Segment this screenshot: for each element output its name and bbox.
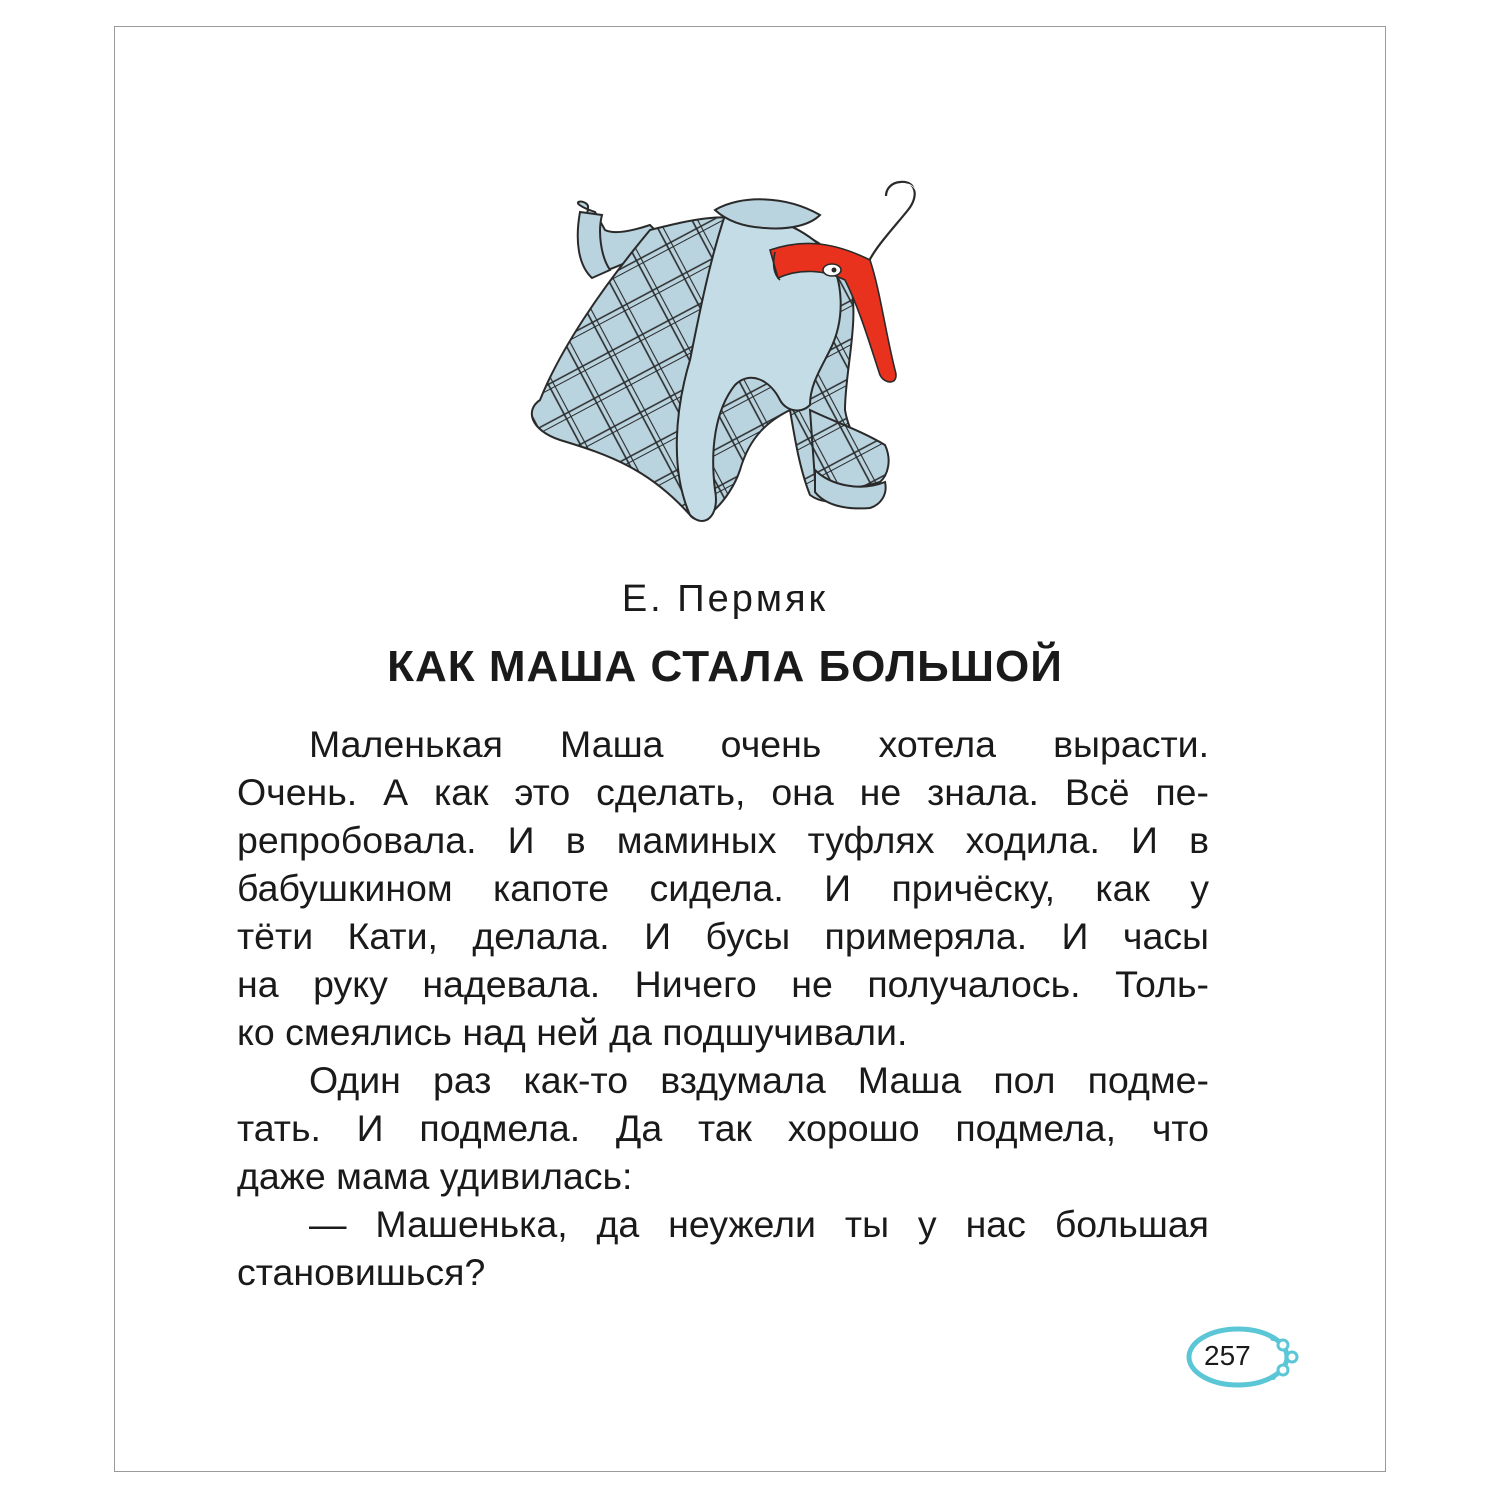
coat-on-hanger-icon xyxy=(500,170,940,550)
text-line: репробовала. И в маминых туфлях ходила. И в xyxy=(237,819,1209,861)
text-line: бабушкином капоте сидела. И причёску, как у xyxy=(237,867,1209,909)
text-line: тёти Кати, делала. И бусы примеряла. И часы xyxy=(237,915,1209,957)
text-line: — Машенька, да неужели ты у нас большая xyxy=(309,1203,1209,1245)
text-line: на руку надевала. Ничего не получалось. Толь- xyxy=(237,963,1209,1005)
text-line: даже мама удивилась: xyxy=(237,1155,633,1197)
text-line: Маленькая Маша очень хотела вырасти. xyxy=(309,723,1209,765)
text-line: Один раз как-то вздумала Маша пол подме- xyxy=(309,1059,1209,1101)
text-line: тать. И подмела. Да так хорошо подмела, что xyxy=(237,1107,1209,1149)
text-line: Очень. А как это сделать, она не знала. Всё пе- xyxy=(237,771,1209,813)
author-name: Е. Пермяк xyxy=(621,578,829,620)
page-number: 257 xyxy=(1204,1340,1251,1371)
page-number-badge xyxy=(1186,1326,1302,1388)
text-line: ко смеялись над ней да подшучивали. xyxy=(237,1011,908,1053)
story-text xyxy=(237,720,1209,1296)
story-title: КАК МАША СТАЛА БОЛЬШОЙ xyxy=(387,642,1063,691)
text-line: становишься? xyxy=(237,1251,486,1293)
